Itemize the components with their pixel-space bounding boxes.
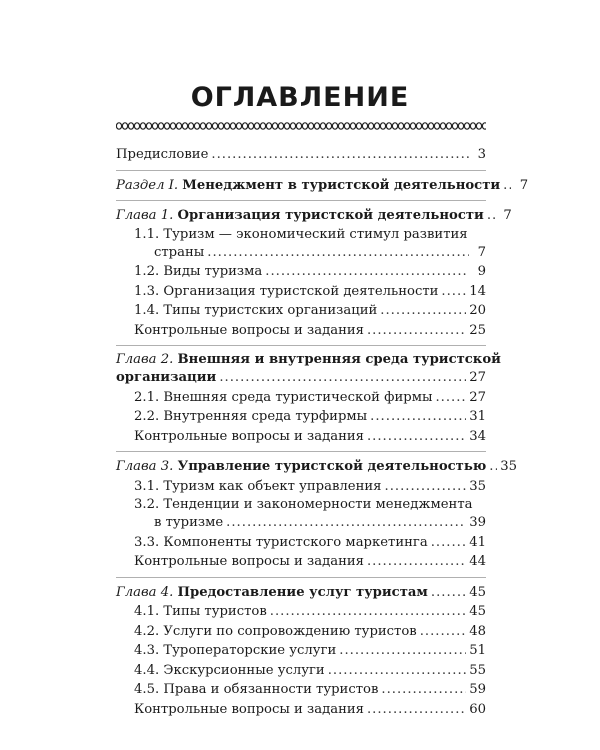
toc-entry-lead: Раздел I. [116,177,179,193]
dot-leader [431,533,467,553]
toc-entry-title: Управление туристской деятельностью [177,459,487,474]
toc-entry-4-4[interactable] [116,661,486,681]
dot-leader [339,641,466,661]
toc-entry-2-2[interactable] [116,407,486,427]
toc-entry-1-3[interactable] [116,282,486,302]
toc-entry-3-1[interactable] [116,477,486,497]
toc-entry-text: 2.2. Внутренняя среда турфирмы [134,409,368,424]
toc-page-number: 60 [469,701,486,717]
dot-leader [487,206,495,226]
toc-entry-lead: Глава 3. [116,459,174,474]
toc-entry-title: Организация туристской деятельности [177,208,484,223]
toc-entry-text: 1.2. Виды туризма [134,264,263,279]
toc-entry-text: 2.1. Внешняя среда туристической фирмы [134,389,433,405]
toc-entry-1-1-cont[interactable] [116,243,486,263]
toc-entry-4-1[interactable] [116,602,486,622]
page-title: ОГЛАВЛЕНИЕ [190,82,410,113]
toc-entry-text: страны [154,244,205,260]
dot-leader [328,661,467,681]
toc-page-number: 3 [477,147,486,162]
toc-page-number: 27 [469,370,486,385]
dot-leader [367,552,466,572]
toc-page-number: 31 [469,409,486,424]
dot-leader [226,513,466,533]
toc-entry-preface[interactable] [116,145,486,165]
table-of-contents [116,145,529,719]
toc-entry-part-1[interactable] [116,176,529,196]
toc-entry-chapter-4[interactable] [116,583,486,603]
toc-page-number: 9 [477,264,486,279]
dot-leader [380,301,466,321]
toc-page-number: 45 [469,584,486,600]
dot-leader [211,145,469,165]
toc-entry-chapter-3[interactable] [116,457,518,477]
toc-entry-3-2[interactable] [116,496,486,513]
toc-entry-text: 3.1. Туризм как объект управления [134,478,382,494]
toc-entry-text: 4.3. Туроператорские услуги [134,643,337,658]
dot-leader [207,243,469,263]
toc-entry-text: 1.4. Типы туристских организаций [134,303,378,318]
toc-entry-title: организации [116,370,217,385]
toc-entry-1-questions[interactable] [116,321,486,341]
dot-leader [385,477,467,497]
dot-leader [441,282,466,302]
toc-entry-3-2-cont[interactable] [116,513,486,533]
toc-entry-text: Контрольные вопросы и задания [134,554,364,569]
toc-page-number: 35 [500,459,518,474]
divider [116,170,486,171]
toc-entry-text: Предисловие [116,147,209,162]
toc-entry-text: 4.5. Права и обязанности туристов [134,682,379,697]
toc-entry-text: Контрольные вопросы и задания [134,322,364,338]
toc-entry-text: 1.3. Организация туристской деятельности [134,283,439,299]
dot-leader [381,680,466,700]
divider [116,577,486,578]
toc-entry-lead: Глава 4. [116,584,174,600]
toc-entry-text: Контрольные вопросы и задания [134,701,364,717]
toc-page-number: 34 [469,428,486,444]
toc-entry-text: 4.2. Услуги по сопровождению туристов [134,623,417,639]
dot-leader [503,176,511,196]
toc-entry-1-2[interactable] [116,262,486,282]
toc-page-number: 59 [469,682,486,697]
toc-entry-lead: Глава 1. [116,208,174,223]
toc-page-number: 41 [469,534,486,550]
toc-entry-4-3[interactable] [116,641,486,661]
toc-entry-text: 4.1. Типы туристов [134,604,267,619]
toc-entry-text: 4.4. Экскурсионные услуги [134,662,325,678]
toc-entry-4-2[interactable] [116,622,486,642]
toc-entry-text: Контрольные вопросы и задания [134,428,364,444]
toc-page-number: 25 [469,322,486,338]
toc-entry-4-questions[interactable] [116,700,486,720]
toc-page-number: 51 [469,643,486,658]
toc-page-number: 20 [469,303,486,318]
toc-entry-chapter-2[interactable] [116,351,501,368]
divider [116,200,486,201]
toc-entry-2-questions[interactable] [116,427,486,447]
toc-entry-2-1[interactable] [116,388,486,408]
toc-entry-title: Предоставление услуг туристам [177,584,428,600]
divider [116,451,486,452]
toc-page-number: 45 [469,604,486,619]
dot-leader [370,407,466,427]
toc-entry-chapter-1[interactable] [116,206,512,226]
dot-leader [219,368,466,388]
toc-entry-3-3[interactable] [116,533,486,553]
toc-entry-chapter-2-cont[interactable] [116,368,486,388]
dot-leader [489,457,497,477]
toc-entry-lead: Глава 2. [116,352,174,367]
toc-page-number: 48 [469,623,486,639]
ornament-divider [116,121,486,131]
dot-leader [265,262,469,282]
toc-entry-text: 3.2. Тенденции и закономерности менеджмента [134,497,473,512]
dot-leader [431,583,466,603]
toc-page-number: 14 [469,283,486,299]
toc-entry-text: 3.3. Компоненты туристского маркетинга [134,534,428,550]
toc-entry-1-1[interactable] [116,226,486,243]
toc-entry-3-questions[interactable] [116,552,486,572]
toc-entry-1-4[interactable] [116,301,486,321]
dot-leader [270,602,466,622]
dot-leader [367,700,466,720]
toc-page-number: 55 [469,662,486,678]
toc-entry-text: в туризме [154,515,224,530]
toc-entry-title: Внешняя и внутренняя среда туристской [177,352,501,367]
toc-page-number: 39 [469,515,486,530]
toc-page-number: 7 [519,177,529,193]
toc-page-number: 7 [503,208,512,223]
toc-entry-title: Менеджмент в туристской деятельности [182,177,501,193]
toc-page-number: 44 [469,554,486,569]
toc-page-number: 27 [469,389,486,405]
toc-page-number: 7 [477,244,486,260]
toc-entry-text: 1.1. Туризм — экономический стимул развития [134,226,468,242]
toc-page-number: 35 [469,478,486,494]
dot-leader [435,388,466,408]
toc-entry-4-5[interactable] [116,680,486,700]
dot-leader [367,321,466,341]
dot-leader [367,427,466,447]
divider [116,345,486,346]
dot-leader [420,622,466,642]
